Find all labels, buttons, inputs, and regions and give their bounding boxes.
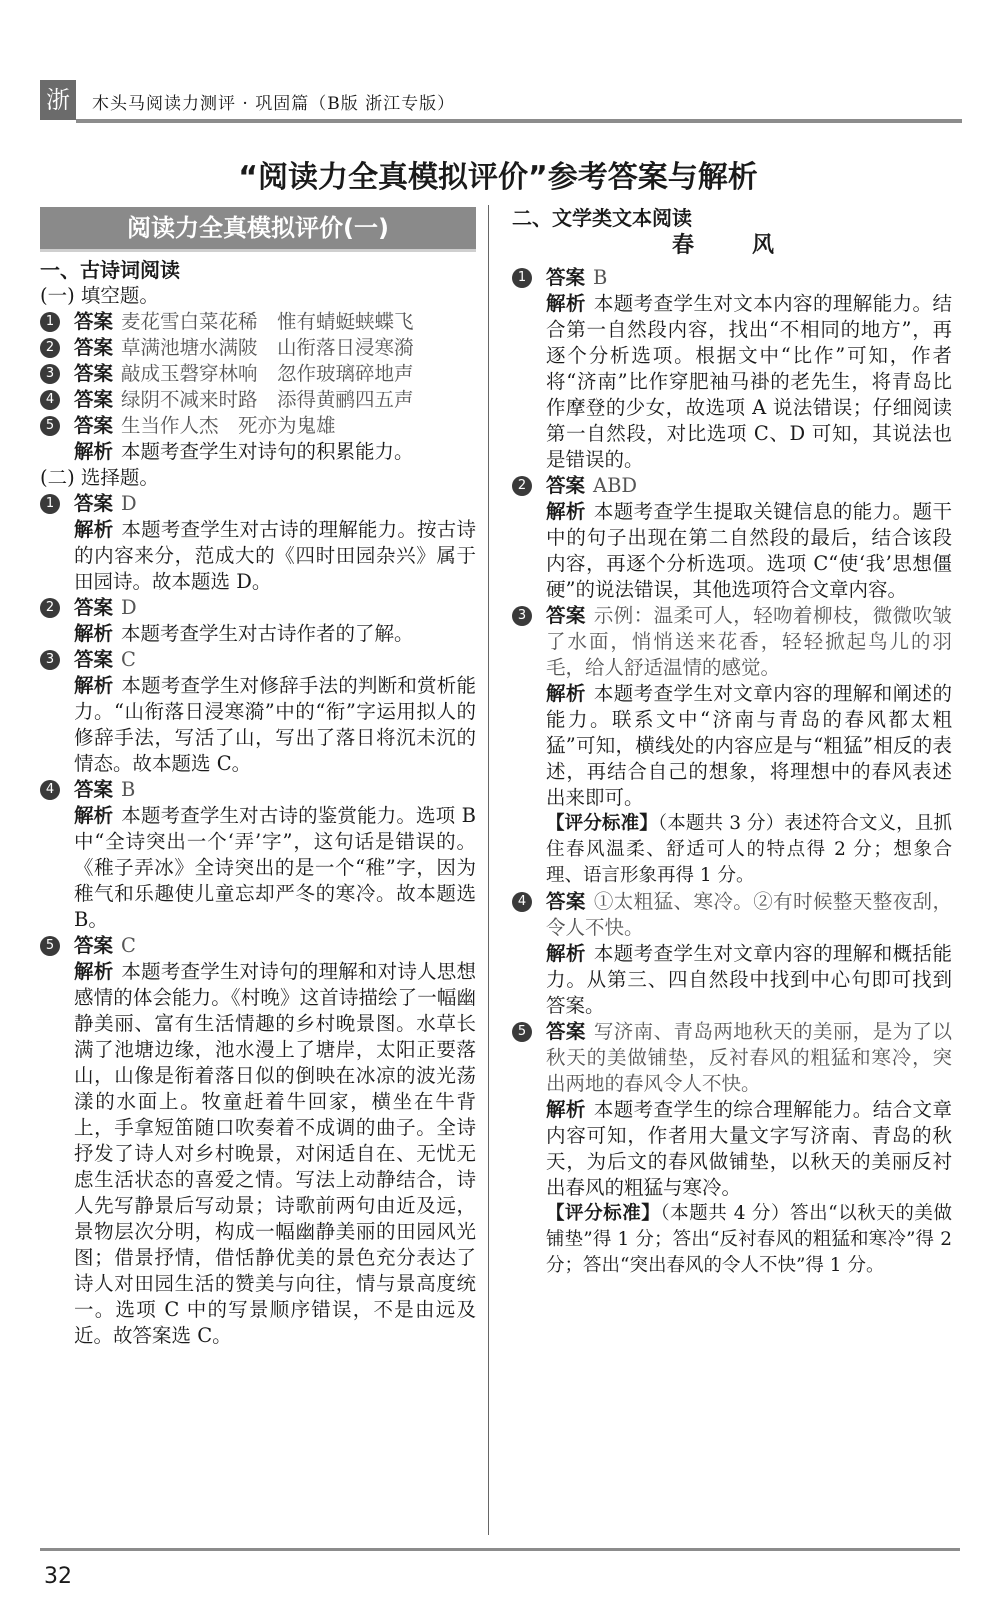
- explanation: [40, 959, 476, 1349]
- explanation: [40, 673, 476, 777]
- explanation-text: 本题考查学生对诗句的理解和对诗人思想感情的体会能力。《村晚》这首诗描绘了一幅幽静美丽、富有生活情趣的乡村晚景图。水草长满了池塘边缘，池水漫上了塘岸，太阳正要落山，山像是衔着落日似的倒映在冰凉的波光荡漾的水面上。牧童赶着牛回家，横坐在牛背上，手拿短笛随口吹奏着不成调的曲子。全诗抒发了诗人对乡村晚景，对闲适自在、无忧无虑生活状态的喜爱之情。写法上动静结合，诗人先写静景后写动景；诗歌前两句由近及远，景物层次分明，构成一幅幽静美丽的田园风光图；借景抒情，借恬静优美的景色充分表达了诗人对田园生活的赞美与向往，情与景高度统一。选项 C 中的写景顺序错误，不是由远及近。故答案选 C。: [74, 960, 476, 1347]
- explanation: [512, 941, 952, 1019]
- item-number-badge: 2: [40, 598, 60, 618]
- explanation-text: 本题考查学生提取关键信息的能力。题干中的句子出现在第二自然段的最后，结合该段内容，再逐个分析选项。选项 C“使‘我’思想僵硬”的说法错误，其他选项符合文章内容。: [546, 500, 952, 601]
- answer-label: 答案: [74, 362, 114, 385]
- answer-text: 示例：温柔可人，轻吻着柳枝，微微吹皱了水面，悄悄送来花香，轻轻掀起鸟儿的羽毛，给人舒适温情的感觉。: [546, 604, 952, 679]
- header-text: 木头马阅读力测评 · 巩固篇（B版 浙江专版）: [92, 94, 456, 114]
- answer-label: 答案: [74, 934, 114, 957]
- footer-rule: [40, 1548, 960, 1551]
- scoring-label: 【评分标准】: [546, 813, 658, 834]
- answer-label: 答案: [74, 388, 114, 411]
- header-rule: [76, 119, 962, 123]
- scoring-text: （本题共 3 分）表述符合文义，且抓住春风温柔、舒适可人的特点得 2 分；想象合理、语言形象再得 1 分。: [546, 813, 952, 886]
- explanation-label: 解析: [74, 960, 114, 983]
- answer-text: 敲成玉磬穿林响 忽作玻璃碎地声: [121, 362, 414, 385]
- explanation-label: 解析: [74, 518, 114, 541]
- item-number-badge: 3: [40, 364, 60, 384]
- explanation: [512, 291, 952, 473]
- story-title: 春 风: [671, 233, 792, 258]
- explanation-text: 本题考查学生对古诗作者的了解。: [121, 622, 414, 645]
- answer-text: B: [593, 266, 608, 289]
- answer-label: 答案: [74, 336, 114, 359]
- explanation-text: 本题考查学生对古诗的理解能力。按古诗的内容来分，范成大的《四时田园杂兴》属于田园诗。故本题选 D。: [74, 518, 476, 593]
- choice-item: [40, 491, 476, 517]
- answer-label: 答案: [74, 310, 114, 333]
- item-number-badge: 2: [40, 338, 60, 358]
- section-heading: 一、古诗词阅读: [40, 258, 180, 282]
- choice-item: [40, 933, 476, 959]
- column-divider: [488, 205, 489, 1535]
- answer-label: 答案: [546, 474, 586, 497]
- subsection-heading: (二) 选择题。: [40, 466, 159, 489]
- item-number-badge: 1: [40, 494, 60, 514]
- section-heading: 二、文学类文本阅读: [512, 206, 692, 230]
- explanation-label: 解析: [546, 500, 586, 523]
- fill-item: [40, 413, 476, 439]
- scoring-standard: [546, 1201, 952, 1279]
- explanation: [512, 681, 952, 811]
- scoring-standard: [546, 811, 952, 889]
- explanation-label: 解析: [74, 440, 114, 463]
- choice-item: [40, 777, 476, 803]
- section-banner: 阅读力全真模拟评价(一): [40, 207, 476, 249]
- item-number-badge: 5: [40, 936, 60, 956]
- answer-text: D: [121, 596, 137, 619]
- explanation-label: 解析: [74, 622, 114, 645]
- explanation-text: 本题考查学生的综合理解能力。结合文章内容可知，作者用大量文字写济南、青岛的秋天，为后文的春风做铺垫，以秋天的美丽反衬出春风的粗猛与寒冷。: [546, 1098, 952, 1199]
- explanation: [40, 803, 476, 933]
- explanation: [512, 1097, 952, 1201]
- item-number-badge: 2: [512, 476, 532, 496]
- answer-text: ABD: [593, 474, 638, 497]
- fill-item: [40, 387, 476, 413]
- answer-label: 答案: [546, 266, 586, 289]
- explanation-text: 本题考查学生对文章内容的理解和阐述的能力。联系文中“济南与青岛的春风都太粗猛”可知，横线处的内容应是与“粗猛”相反的表述，再结合自己的想象，将理想中的春风表述出来即可。: [546, 682, 952, 809]
- answer-item: [512, 603, 952, 681]
- explanation-text: 本题考查学生对文章内容的理解和概括能力。从第三、四自然段中找到中心句即可找到答案。: [546, 942, 952, 1017]
- choice-item: [40, 647, 476, 673]
- answer-item: [512, 1019, 952, 1097]
- item-number-badge: 5: [40, 416, 60, 436]
- answer-item: [512, 889, 952, 941]
- answer-text: 写济南、青岛两地秋天的美丽，是为了以秋天的美做铺垫，反衬春风的粗猛和寒冷，突出两地的春风令人不快。: [546, 1020, 952, 1095]
- explanation: [40, 621, 476, 647]
- answer-label: 答案: [74, 648, 114, 671]
- answer-label: 答案: [546, 1020, 586, 1043]
- province-badge: 浙: [40, 80, 76, 120]
- answer-label: 答案: [74, 492, 114, 515]
- answer-text: 草满池塘水满陂 山衔落日浸寒漪: [121, 336, 414, 359]
- answer-label: 答案: [546, 604, 586, 627]
- answer-label: 答案: [546, 890, 586, 913]
- item-number-badge: 3: [40, 650, 60, 670]
- answer-text: D: [121, 492, 137, 515]
- fill-item: [40, 309, 476, 335]
- explanation-text: 本题考查学生对修辞手法的判断和赏析能力。“山衔落日浸寒漪”中的“衔”字运用拟人的修辞手法，写活了山，写出了落日将沉未沉的情态。故本题选 C。: [74, 674, 476, 775]
- subsection-heading: (一) 填空题。: [40, 284, 159, 307]
- answer-text: C: [121, 648, 136, 671]
- explanation-label: 解析: [546, 292, 586, 315]
- fill-item: [40, 361, 476, 387]
- scoring-label: 【评分标准】: [546, 1203, 661, 1224]
- item-number-badge: 4: [40, 780, 60, 800]
- page-title: “阅读力全真模拟评价”参考答案与解析: [238, 160, 758, 195]
- explanation: [512, 499, 952, 603]
- explanation-label: 解析: [74, 804, 114, 827]
- answer-text: 生当作人杰 死亦为鬼雄: [121, 414, 336, 437]
- item-number-badge: 1: [512, 268, 532, 288]
- explanation-text: 本题考查学生对诗句的积累能力。: [121, 440, 414, 463]
- explanation-label: 解析: [546, 1098, 586, 1121]
- choice-item: [40, 595, 476, 621]
- item-number-badge: 4: [40, 390, 60, 410]
- explanation-label: 解析: [546, 682, 586, 705]
- answer-text: 绿阴不减来时路 添得黄鹂四五声: [121, 388, 414, 411]
- explanation-label: 解析: [74, 674, 114, 697]
- answer-text: B: [121, 778, 136, 801]
- choice-answers: [40, 491, 476, 1349]
- explanation-text: 本题考查学生对文本内容的理解能力。结合第一自然段内容，找出“不相同的地方”，再逐个分析选项。根据文中“比作”可知，作者将“济南”比作穿肥袖马褂的老先生，将青岛比作摩登的少女，故选项 A 说法错误；仔细阅读第一自然段，对比选项 C、D 可知，其说法也是错误的。: [546, 292, 952, 471]
- item-number-badge: 4: [512, 892, 532, 912]
- fill-item: [40, 335, 476, 361]
- item-number-badge: 5: [512, 1022, 532, 1042]
- answer-text: 麦花雪白菜花稀 惟有蜻蜓蛱蝶飞: [121, 310, 414, 333]
- answer-item: [512, 265, 952, 291]
- answer-text: ①太粗猛、寒冷。②有时候整天整夜刮，令人不快。: [546, 890, 952, 939]
- fill-answers: [40, 309, 476, 465]
- explanation: [40, 517, 476, 595]
- answer-label: 答案: [74, 778, 114, 801]
- explanation-label: 解析: [546, 942, 586, 965]
- explanation-text: 本题考查学生对古诗的鉴赏能力。选项 B 中“全诗突出一个‘弄’字”，这句话是错误的。《稚子弄冰》全诗突出的是一个“稚”字，因为稚气和乐趣使儿童忘却严冬的寒冷。故本题选 B。: [74, 804, 476, 931]
- running-header: [40, 80, 962, 126]
- answer-label: 答案: [74, 414, 114, 437]
- scoring-text: （本题共 4 分）答出“以秋天的美做铺垫”得 1 分；答出“反衬春风的粗猛和寒冷”得 2 分；答出“突出春风的令人不快”得 1 分。: [546, 1203, 952, 1276]
- item-number-badge: 3: [512, 606, 532, 626]
- answer-text: C: [121, 934, 136, 957]
- left-column: [40, 205, 476, 1349]
- explanation: [40, 439, 476, 465]
- answer-item: [512, 473, 952, 499]
- page-number: 32: [44, 1564, 72, 1589]
- answer-label: 答案: [74, 596, 114, 619]
- right-column: [512, 205, 952, 1279]
- item-number-badge: 1: [40, 312, 60, 332]
